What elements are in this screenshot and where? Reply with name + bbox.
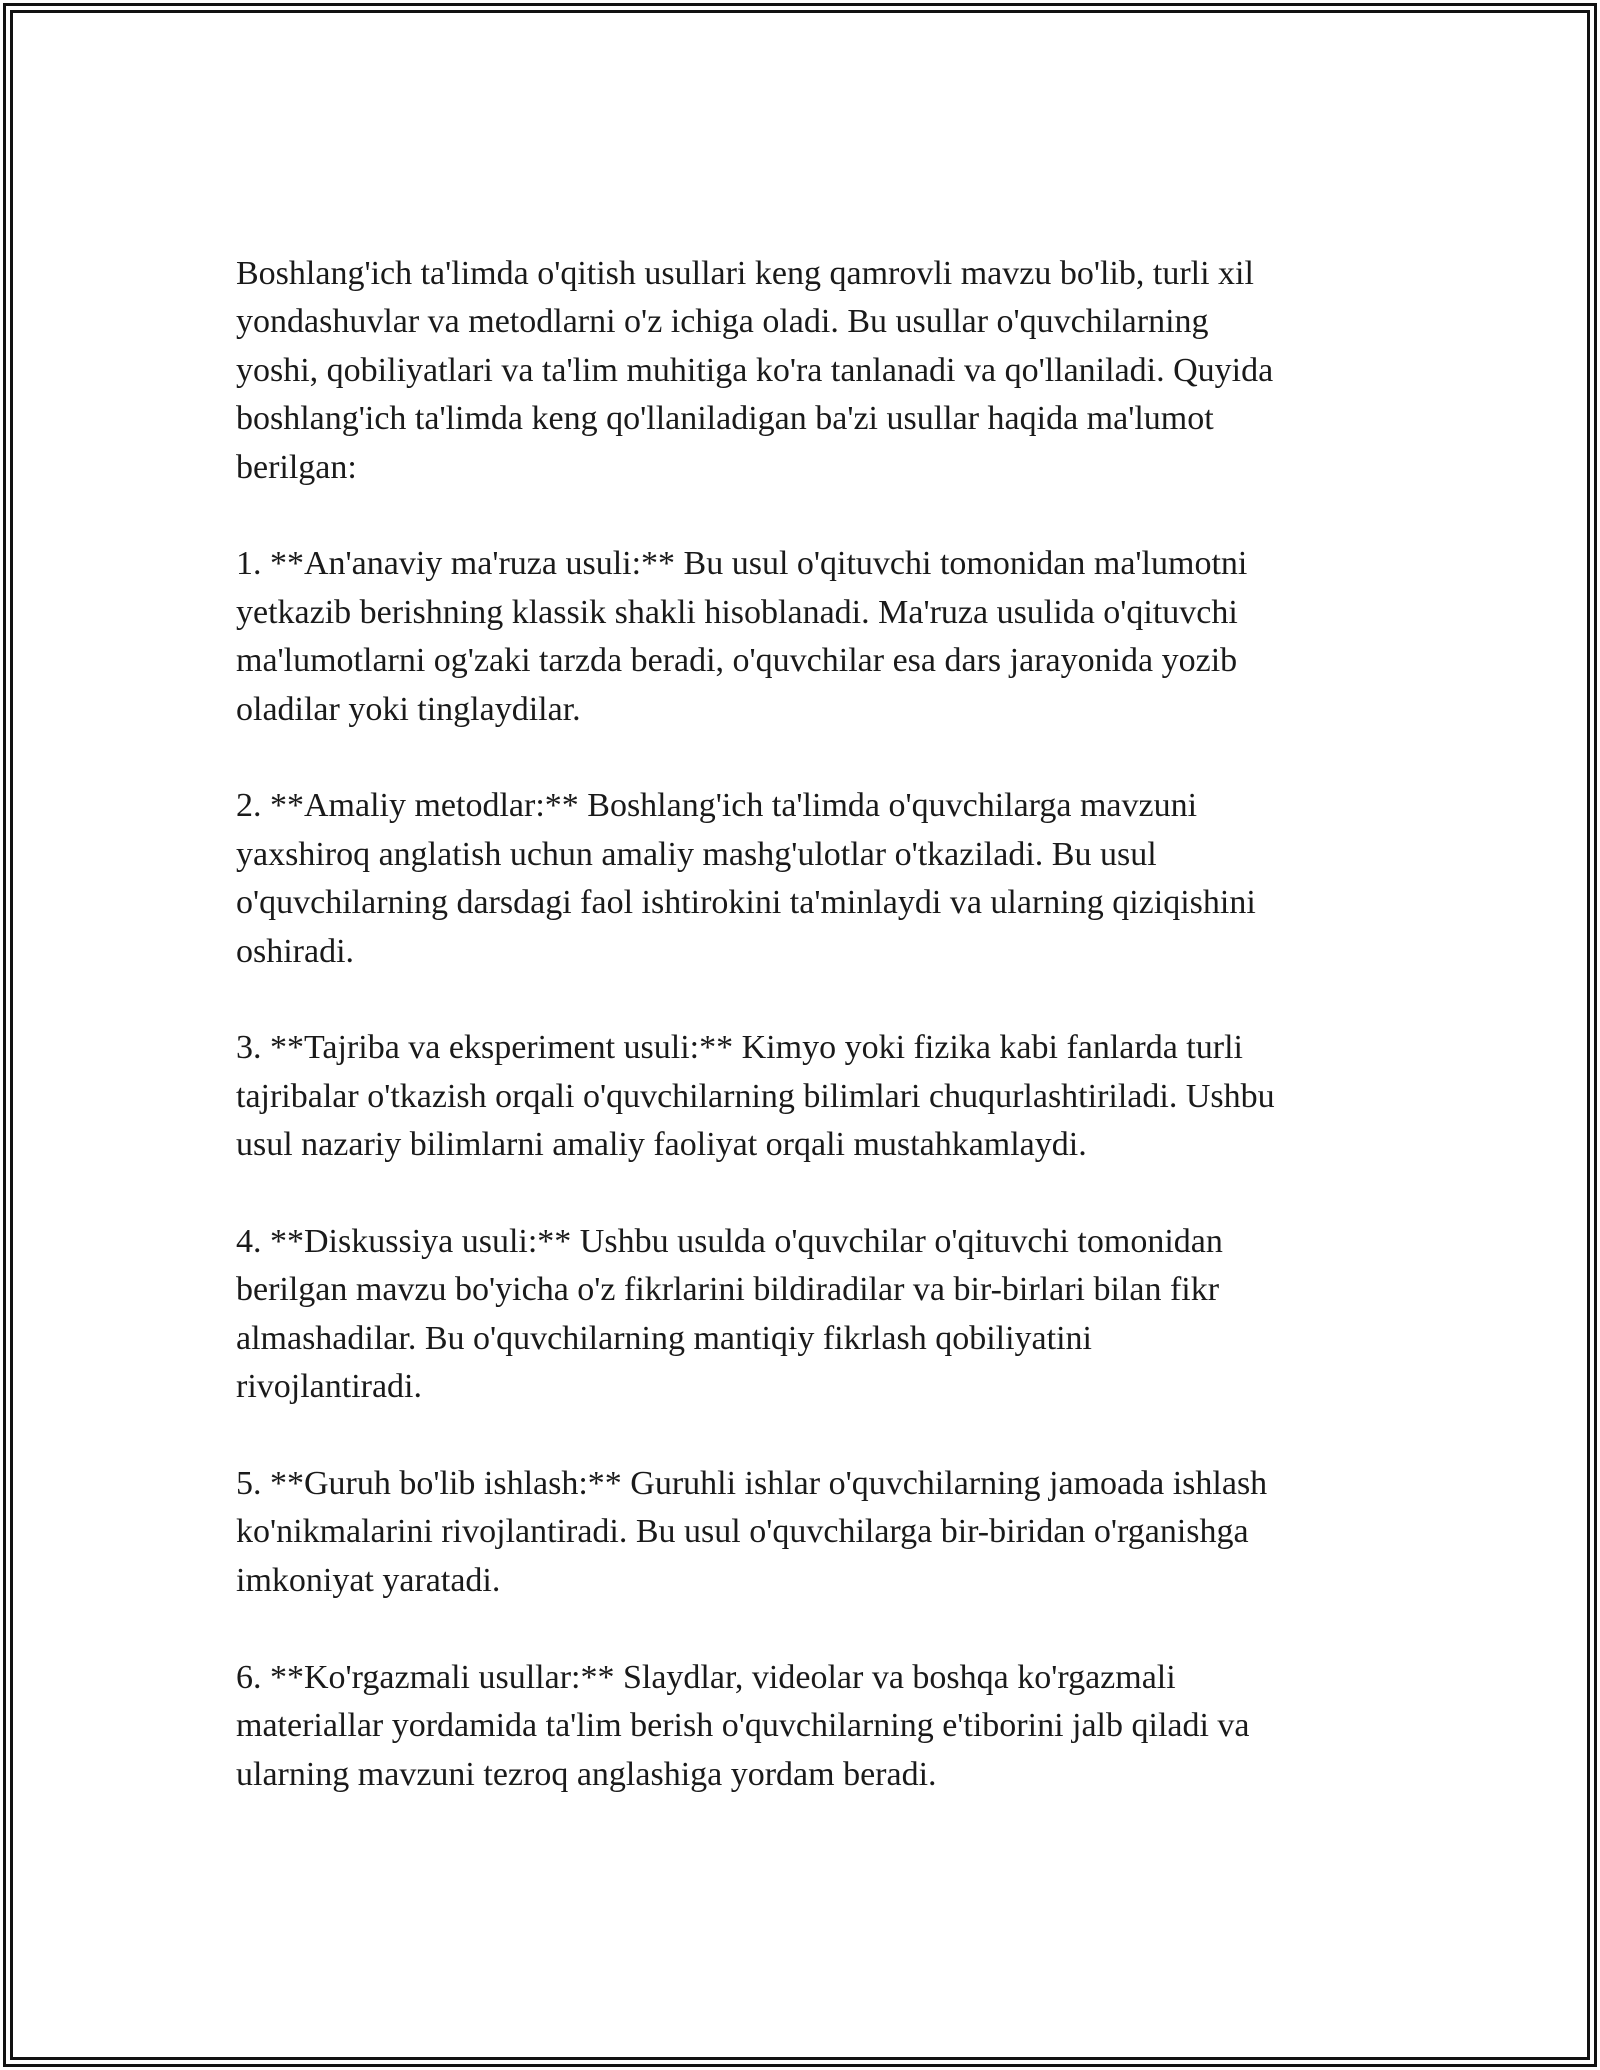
text-line: yaxshiroq anglatish uchun amaliy mashg'ulotlar o'tkaziladi. Bu usul — [236, 835, 1157, 873]
text-line: oshiradi. — [236, 932, 355, 970]
text-line: yoshi, qobiliyatlari va ta'lim muhitiga ko'ra tanlanadi va qo'llaniladi. Quyida — [236, 351, 1274, 389]
text-line: o'quvchilarning darsdagi faol ishtirokini ta'minlaydi va ularning qiziqishini — [236, 884, 1256, 922]
text-line: yetkazib berishning klassik shakli hisoblanadi. Ma'ruza usulida o'qituvchi — [236, 593, 1238, 631]
text-line: 5. **Guruh bo'lib ishlash:** Guruhli ishlar o'quvchilarning jamoada ishlash — [236, 1465, 1268, 1503]
text-line: yondashuvlar va metodlarni o'z ichiga oladi. Bu usullar o'quvchilarning — [236, 303, 1209, 341]
list-item-paragraph — [236, 1654, 1366, 1799]
text-line: almashadilar. Bu o'quvchilarning mantiqiy fikrlash qobiliyatini — [236, 1319, 1092, 1357]
text-line: materiallar yordamida ta'lim berish o'quvchilarning e'tiborini jalb qiladi va — [236, 1707, 1250, 1745]
text-line: ko'nikmalarini rivojlantiradi. Bu usul o'quvchilarga bir-biridan o'rganishga — [236, 1513, 1249, 1551]
text-line: ularning mavzuni tezroq anglashiga yordam beradi. — [236, 1755, 937, 1793]
text-line: 2. **Amaliy metodlar:** Boshlang'ich ta'limda o'quvchilarga mavzuni — [236, 787, 1198, 825]
text-line: berilgan mavzu bo'yicha o'z fikrlarini bildiradilar va bir-birlari bilan fikr — [236, 1271, 1220, 1309]
text-line: rivojlantiradi. — [236, 1368, 423, 1406]
list-item-paragraph — [236, 1218, 1366, 1412]
text-line: 4. **Diskussiya usuli:** Ushbu usulda o'quvchilar o'qituvchi tomonidan — [236, 1223, 1223, 1261]
text-line: boshlang'ich ta'limda keng qo'llaniladigan ba'zi usullar haqida ma'lumot — [236, 400, 1214, 438]
text-line: usul nazariy bilimlarni amaliy faoliyat orqali mustahkamlaydi. — [236, 1126, 1087, 1164]
text-line: imkoniyat yaratadi. — [236, 1561, 501, 1599]
text-line: 3. **Tajriba va eksperiment usuli:** Kimyo yoki fizika kabi fanlarda turli — [236, 1029, 1243, 1067]
list-item-paragraph — [236, 1024, 1366, 1169]
list-item-paragraph — [236, 782, 1366, 976]
text-line: berilgan: — [236, 448, 357, 486]
text-line: 1. **An'anaviy ma'ruza usuli:** Bu usul o'qituvchi tomonidan ma'lumotni — [236, 545, 1248, 583]
text-line: oladilar yoki tinglaydilar. — [236, 690, 581, 728]
text-line: tajribalar o'tkazish orqali o'quvchilarning bilimlari chuqurlashtiriladi. Ushbu — [236, 1077, 1275, 1115]
text-line: Boshlang'ich ta'limda o'qitish usullari keng qamrovli mavzu bo'lib, turli xil — [236, 255, 1254, 292]
text-line: ma'lumotlarni og'zaki tarzda beradi, o'quvchilar esa dars jarayonida yozib — [236, 642, 1238, 680]
intro-paragraph — [236, 250, 1366, 492]
document-body — [236, 250, 1366, 1799]
list-item-paragraph — [236, 540, 1366, 734]
text-line: 6. **Ko'rgazmali usullar:** Slaydlar, videolar va boshqa ko'rgazmali — [236, 1658, 1176, 1696]
list-item-paragraph — [236, 1460, 1366, 1605]
